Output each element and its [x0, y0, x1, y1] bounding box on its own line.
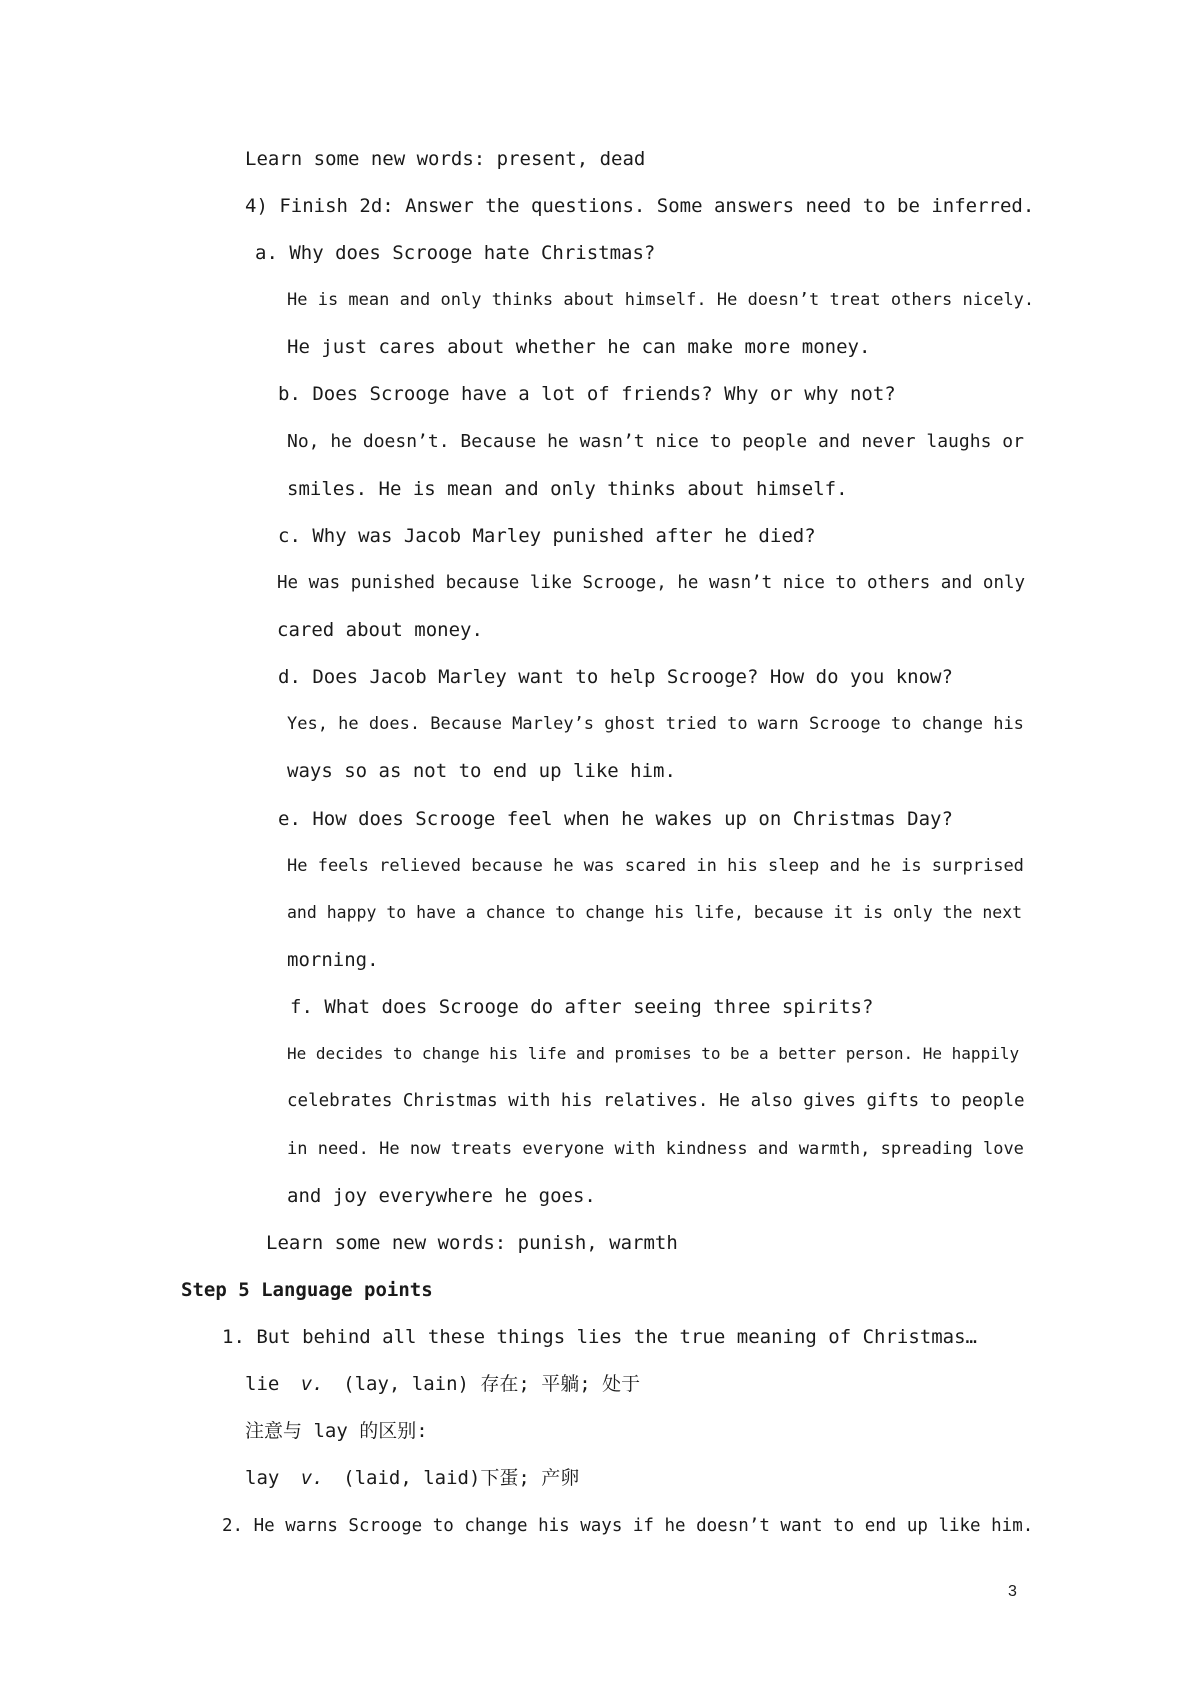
vocab-lay-pos: v.: [300, 1467, 324, 1489]
question-c: c. Why was Jacob Marley punished after he died?: [278, 525, 816, 547]
question-f: f. What does Scrooge do after seeing three spirits?: [290, 996, 874, 1018]
question-b: b. Does Scrooge have a lot of friends? Why or why not?: [278, 383, 896, 405]
lay-difference-note: 注意与 lay 的区别:: [245, 1420, 428, 1442]
answer-c-line-2: cared about money.: [277, 619, 483, 641]
vocab-lie-word: lie: [245, 1373, 280, 1395]
question-d: d. Does Jacob Marley want to help Scrooge? How do you know?: [278, 666, 953, 688]
answer-b-line-1: No, he doesn’t. Because he wasn’t nice to people and never laughs or: [287, 431, 1024, 452]
answer-b-line-2: smiles. He is mean and only thinks about himself.: [287, 478, 848, 500]
question-e: e. How does Scrooge feel when he wakes up on Christmas Day?: [278, 808, 953, 830]
vocab-lie-pos: v.: [300, 1373, 324, 1395]
language-point-2: 2. He warns Scrooge to change his ways if he doesn’t want to end up like him.: [222, 1516, 1034, 1536]
vocab-lay-entry: [245, 1466, 579, 1490]
new-words-line-2: Learn some new words: punish, warmth: [266, 1232, 678, 1254]
answer-d-line-1: Yes, he does. Because Marley’s ghost tried to warn Scrooge to change his: [287, 714, 1024, 734]
answer-f-line-2: celebrates Christmas with his relatives. He also gives gifts to people: [287, 1091, 1025, 1111]
language-point-1: 1. But behind all these things lies the true meaning of Christmas…: [222, 1326, 977, 1348]
answer-d-line-2: ways so as not to end up like him.: [287, 760, 676, 782]
answer-f-line-3: in need. He now treats everyone with kindness and warmth, spreading love: [287, 1139, 1024, 1159]
step-5-heading: Step 5 Language points: [181, 1279, 433, 1301]
task-2d-heading: 4) Finish 2d: Answer the questions. Some answers need to be inferred.: [245, 195, 1035, 217]
answer-a-line-2: He just cares about whether he can make more money.: [287, 336, 871, 358]
answer-a-line-1: He is mean and only thinks about himself. He doesn’t treat others nicely.: [287, 290, 1035, 310]
page-number: 3: [1008, 1583, 1017, 1600]
vocab-lie-definition: (lay, lain) 存在; 平躺; 处于: [343, 1373, 641, 1395]
question-a: a. Why does Scrooge hate Christmas?: [255, 242, 656, 264]
answer-e-line-3: morning.: [287, 949, 379, 971]
answer-e-line-1: He feels relieved because he was scared in his sleep and he is surprised: [287, 856, 1024, 876]
answer-f-line-4: and joy everywhere he goes.: [287, 1185, 596, 1207]
new-words-line-1: Learn some new words: present, dead: [245, 148, 646, 170]
vocab-lay-word: lay: [245, 1467, 280, 1489]
vocab-lay-definition: (laid, laid)下蛋; 产卵: [343, 1467, 580, 1489]
answer-e-line-2: and happy to have a chance to change his life, because it is only the next: [287, 903, 1023, 922]
answer-c-line-1: He was punished because like Scrooge, he wasn’t nice to others and only: [277, 573, 1026, 593]
vocab-lie-entry: [245, 1372, 640, 1396]
answer-f-line-1: He decides to change his life and promises to be a better person. He happily: [287, 1044, 1020, 1063]
